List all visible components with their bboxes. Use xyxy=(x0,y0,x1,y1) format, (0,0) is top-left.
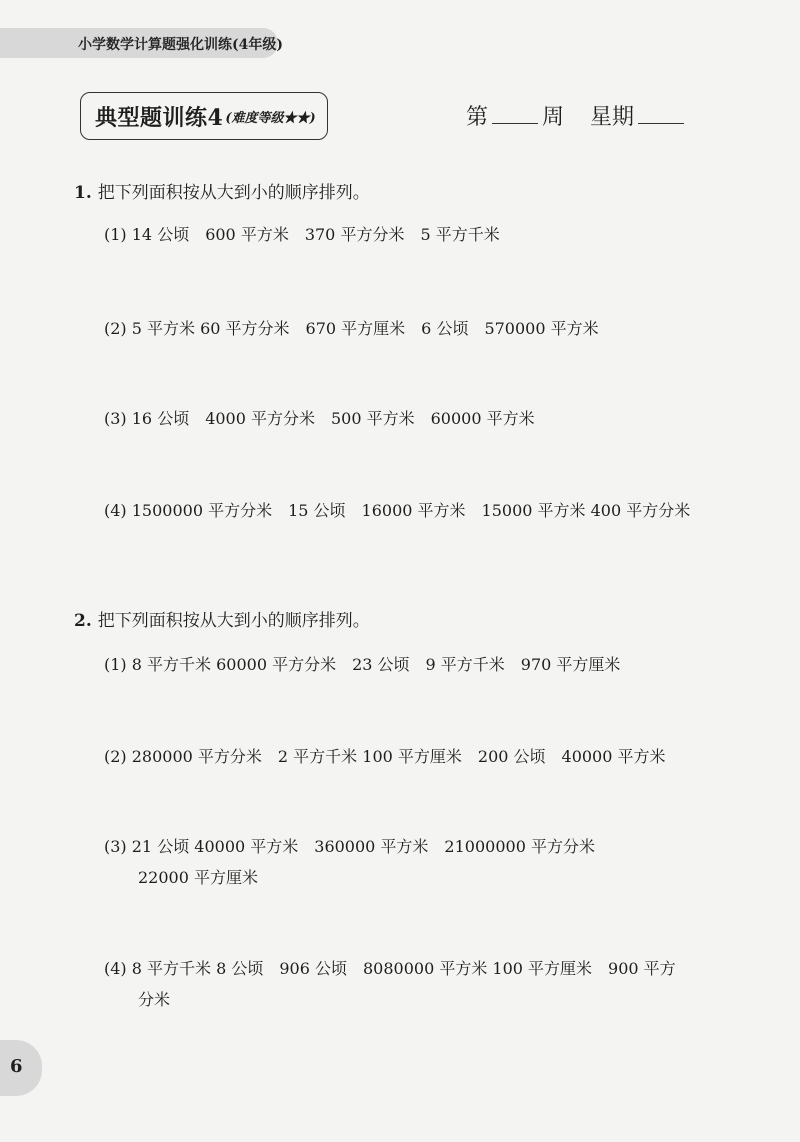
question-number: 2. xyxy=(74,611,92,631)
week-label: 周 xyxy=(542,105,565,130)
question-2-item-4 xyxy=(104,956,676,1010)
item-text: (1) 14 公顷 600 平方米 370 平方分米 5 平方千米 xyxy=(104,225,500,244)
week-blank[interactable] xyxy=(492,101,538,124)
section-title-box xyxy=(80,92,328,140)
question-2 xyxy=(74,606,370,631)
item-text-continued: 22000 平方厘米 xyxy=(138,868,258,887)
question-2-item-1 xyxy=(104,652,620,675)
item-text: (4) 1500000 平方分米 15 公顷 16000 平方米 15000 平方米 400 平方分米 xyxy=(104,501,691,520)
item-text: (2) 5 平方米 60 平方分米 670 平方厘米 6 公顷 570000 平方米 xyxy=(104,319,599,338)
question-text: 把下列面积按从大到小的顺序排列。 xyxy=(97,183,370,203)
item-text: (3) 21 公顷 40000 平方米 360000 平方米 21000000 平方分米 xyxy=(104,837,595,856)
question-text: 把下列面积按从大到小的顺序排列。 xyxy=(97,611,370,631)
item-text: (1) 8 平方千米 60000 平方分米 23 公顷 9 平方千米 970 平方厘米 xyxy=(104,655,621,674)
question-1-item-2 xyxy=(104,316,599,339)
item-text: (4) 8 平方千米 8 公顷 906 公顷 8080000 平方米 100 平方厘米 900 平方 xyxy=(104,959,676,978)
question-2-item-2 xyxy=(104,744,666,767)
weekday-label: 星期 xyxy=(590,105,635,130)
item-text-continued: 分米 xyxy=(138,990,171,1009)
question-1-item-4 xyxy=(104,498,690,521)
difficulty-label: (难度等级★★) xyxy=(225,110,316,126)
section-title: 典型题训练4 xyxy=(95,104,224,131)
question-2-item-3 xyxy=(104,834,595,888)
page-number: 6 xyxy=(10,1056,23,1077)
question-1 xyxy=(74,178,370,203)
week-day-field xyxy=(466,100,684,131)
question-number: 1. xyxy=(74,183,92,203)
item-text: (3) 16 公顷 4000 平方分米 500 平方米 60000 平方米 xyxy=(104,409,535,428)
question-1-item-3 xyxy=(104,406,535,429)
item-text: (2) 280000 平方分米 2 平方千米 100 平方厘米 200 公顷 40000 平方米 xyxy=(104,747,666,766)
week-prefix: 第 xyxy=(466,105,489,130)
running-header: 小学数学计算题强化训练(4年级) xyxy=(78,37,283,53)
weekday-blank[interactable] xyxy=(638,101,684,124)
question-1-item-1 xyxy=(104,222,500,245)
